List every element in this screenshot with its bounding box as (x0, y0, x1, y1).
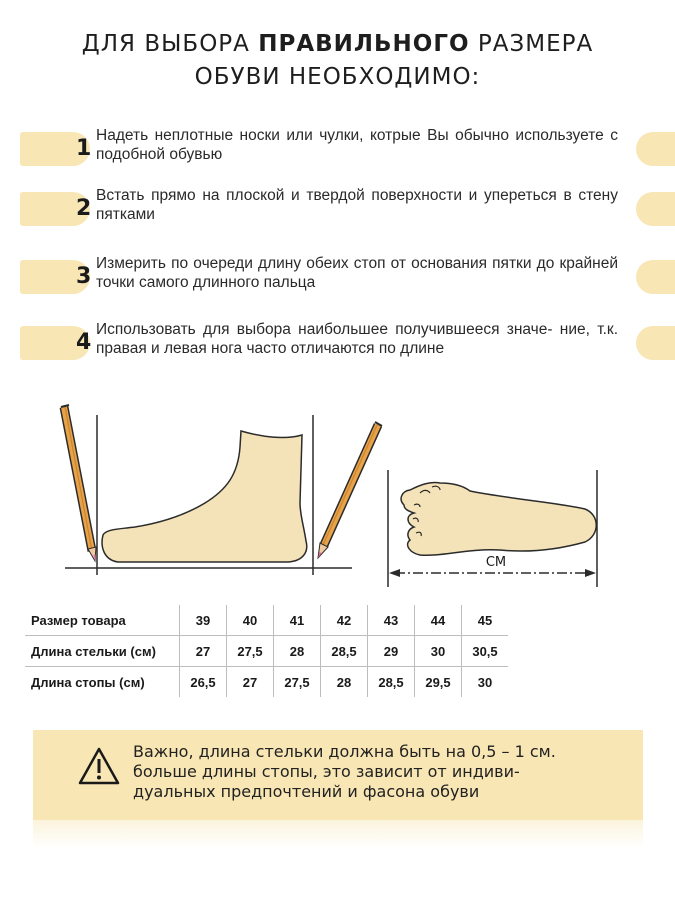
step-number-tab: 1 (20, 132, 90, 166)
table-cell: 45 (462, 605, 509, 636)
notice-text: Важно, длина стельки должна быть на 0,5 – 1 см. больше длины стопы, это зависит от индиви- дуальных предпочтений и фасона обуви (133, 742, 556, 801)
step-number-tab: 4 (20, 326, 90, 360)
step-side-tab (636, 132, 675, 166)
table-cell: 28,5 (368, 667, 415, 698)
table-cell: 29 (368, 636, 415, 667)
table-cell: 28 (321, 667, 368, 698)
notice-fade (33, 820, 643, 848)
size-table (25, 605, 508, 697)
table-cell: 30 (477, 674, 493, 690)
table-row (25, 636, 508, 667)
table-cell: 27,5 (227, 636, 274, 667)
table-cell: 30 (415, 636, 462, 667)
table-cell: 28,5 (321, 636, 368, 667)
step-side-tab (636, 326, 675, 360)
step-side-tab (636, 192, 675, 226)
table-cell: 30,5 (462, 636, 509, 667)
table-cell: 39 (180, 605, 227, 636)
step-side-tab (636, 260, 675, 294)
step-text: Встать прямо на плоской и твердой поверхности и упереться в стену пятками (96, 187, 618, 223)
foot-measurement-diagram (0, 395, 675, 600)
table-cell: 28 (274, 636, 321, 667)
arrow-right-icon (585, 569, 596, 577)
row-header: Размер товара (25, 605, 180, 636)
step-text: Надеть неплотные носки или чулки, котрые Вы обычно используете с подобной обувью (96, 127, 618, 163)
table-cell: 40 (227, 605, 274, 636)
step-1 (0, 126, 675, 176)
step-4 (0, 320, 675, 370)
foot-top-view-icon (401, 482, 596, 555)
table-cell: 43 (368, 605, 415, 636)
step-3 (0, 254, 675, 304)
pencil-right-icon (318, 422, 382, 558)
table-row (25, 605, 508, 636)
arrow-left-icon (389, 569, 400, 577)
page-title (0, 28, 675, 94)
table-cell: 42 (321, 605, 368, 636)
foot-side-view-icon (102, 431, 307, 562)
row-header: Длина стельки (см) (25, 636, 180, 667)
table-cell: 44 (415, 605, 462, 636)
title-line-2: ОБУВИ НЕОБХОДИМО: (194, 64, 481, 90)
table-cell: 27,5 (274, 667, 321, 698)
table-row (25, 667, 508, 698)
step-2 (0, 186, 675, 236)
step-text: Измерить по очереди длину обеих стоп от основания пятки до крайней точки самого длинного пальца (96, 255, 618, 291)
step-text: Использовать для выбора наибольшее получившееся значе- ние, т.к. правая и левая нога часто отличаются по длине (96, 321, 618, 357)
title-line-1: ДЛЯ ВЫБОРА ПРАВИЛЬНОГО РАЗМЕРА (81, 31, 594, 57)
important-notice (33, 730, 643, 820)
row-header: Длина стопы (см) (25, 667, 180, 698)
step-number-tab: 2 (20, 192, 90, 226)
warning-icon (77, 746, 121, 786)
table-cell: 26,5 (180, 667, 227, 698)
unit-label: СМ (485, 555, 507, 570)
step-number-tab: 3 (20, 260, 90, 294)
table-cell: 29,5 (415, 667, 462, 698)
table-cell: 27 (180, 636, 227, 667)
table-cell: 41 (274, 605, 321, 636)
table-cell: 27 (227, 667, 274, 698)
pencil-left-icon (61, 405, 96, 561)
